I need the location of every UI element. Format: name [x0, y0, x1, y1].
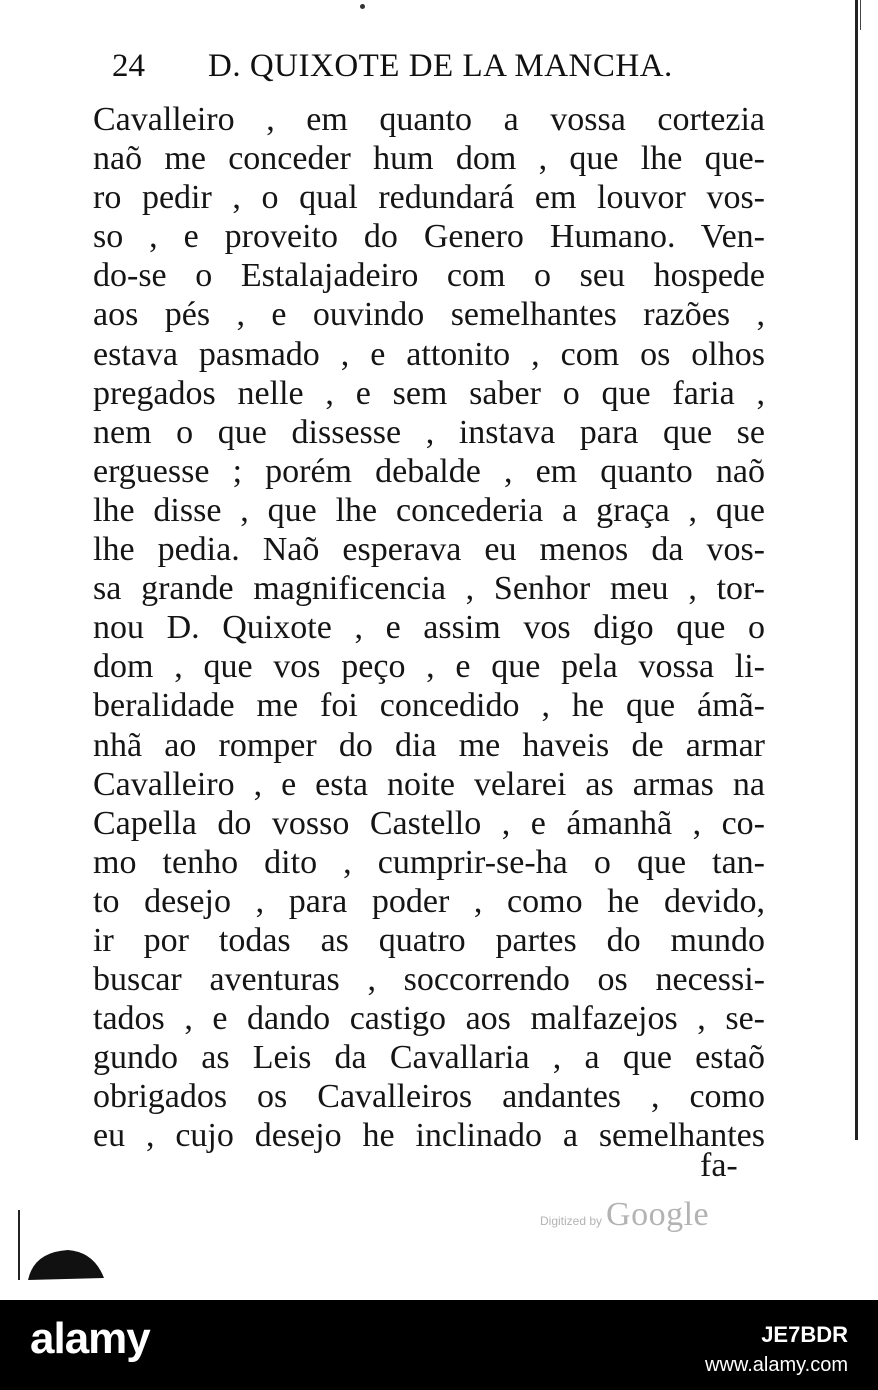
watermark-brand: Google — [606, 1196, 710, 1233]
body-text — [93, 100, 765, 1156]
text-line: naõ me conceder hum dom , que lhe que- — [93, 140, 765, 178]
page-number: 24 — [112, 48, 145, 84]
text-line: buscar aventuras , soccorrendo os necessi- — [93, 961, 765, 999]
text-line: eu , cujo desejo he inclinado a semelhantes — [93, 1117, 765, 1155]
text-line: obrigados os Cavalleiros andantes , como — [93, 1078, 765, 1116]
digitized-watermark — [540, 1196, 709, 1234]
speck-mark — [360, 4, 365, 9]
watermark-prefix: Digitized by — [540, 1214, 603, 1228]
text-line: ro pedir , o qual redundará em louvor vos- — [93, 179, 765, 217]
text-line: beralidade me foi concedido , he que ámã- — [93, 687, 765, 725]
page-edge-right — [855, 0, 858, 1140]
text-line: gundo as Leis da Cavallaria , a que estaõ — [93, 1039, 765, 1077]
text-line: nou D. Quixote , e assim vos digo que o — [93, 609, 765, 647]
text-line: lhe pedia. Naõ esperava eu menos da vos- — [93, 531, 765, 569]
text-line: mo tenho dito , cumprir-se-ha o que tan- — [93, 843, 765, 881]
stock-meta — [705, 1322, 848, 1377]
running-head-title: D. QUIXOTE DE LA MANCHA. — [208, 48, 673, 84]
text-line: do-se o Estalajadeiro com o seu hospede — [93, 257, 765, 295]
text-line: sa grande magnificencia , Senhor meu , tor- — [93, 570, 765, 608]
site-url: www.alamy.com — [705, 1354, 848, 1376]
stock-brand-logo: alamy — [30, 1314, 150, 1363]
text-line: lhe disse , que lhe concederia a graça , que — [93, 491, 765, 529]
text-line: Cavalleiro , e esta noite velarei as armas na — [93, 765, 765, 803]
text-line: tados , e dando castigo aos malfazejos , se- — [93, 1000, 765, 1038]
text-line: nem o que dissesse , instava para que se — [93, 413, 765, 451]
image-id: JE7BDR — [761, 1322, 848, 1347]
text-line: dom , que vos peço , e que pela vossa li- — [93, 648, 765, 686]
catchword: fa- — [700, 1147, 738, 1184]
text-line: nhã ao romper do dia me haveis de armar — [93, 726, 765, 764]
text-line: Cavalleiro , em quanto a vossa cortezia — [93, 101, 765, 138]
text-line: to desejo , para poder , como he devido, — [93, 882, 765, 920]
page-edge-left — [18, 1210, 20, 1280]
text-line: Capella do vosso Castello , e ámanhã , co- — [93, 804, 765, 842]
text-line: so , e proveito do Genero Humano. Ven- — [93, 218, 765, 256]
text-line: ir por todas as quatro partes do mundo — [93, 921, 765, 959]
stock-footer-bar — [0, 1300, 878, 1390]
ink-blot-mark — [28, 1248, 108, 1280]
page-edge-mark — [860, 0, 861, 30]
text-line: estava pasmado , e attonito , com os olhos — [93, 335, 765, 373]
text-line: pregados nelle , e sem saber o que faria , — [93, 374, 765, 412]
text-line: aos pés , e ouvindo semelhantes razões , — [93, 296, 765, 334]
running-header — [112, 44, 712, 88]
text-line: erguesse ; porém debalde , em quanto naõ — [93, 452, 765, 490]
